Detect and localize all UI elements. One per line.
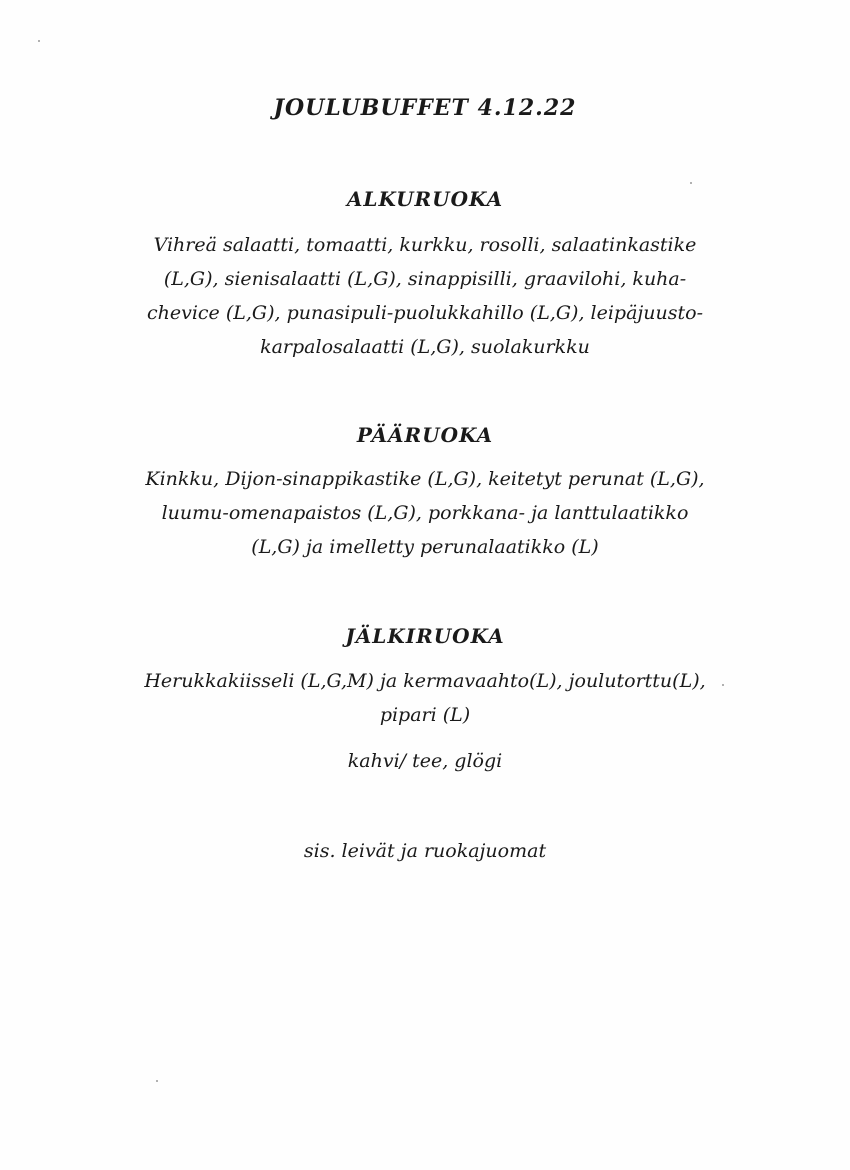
paper-speck xyxy=(156,1080,158,1082)
menu-line: Kinkku, Dijon-sinappikastike (L,G), keitetyt perunat (L,G), xyxy=(145,468,705,490)
section-body-main-course xyxy=(40,462,810,564)
included-line xyxy=(40,834,810,868)
paper-speck xyxy=(690,182,692,184)
menu-title: JOULUBUFFET 4.12.22 xyxy=(273,95,577,121)
menu-line: Herukkakiisseli (L,G,M) ja kermavaahto(L), joulutorttu(L), xyxy=(144,670,706,692)
section-heading-dessert: JÄLKIRUOKA xyxy=(345,624,505,648)
section-heading-main-course: PÄÄRUOKA xyxy=(356,423,494,447)
paper-speck xyxy=(722,684,724,686)
menu-line: (L,G), sienisalaatti (L,G), sinappisilli, graavilohi, kuha- xyxy=(163,268,687,290)
menu-line: karpalosalaatti (L,G), suolakurkku xyxy=(260,336,590,358)
drinks-line xyxy=(40,744,810,778)
menu-line: luumu-omenapaistos (L,G), porkkana- ja lanttulaatikko xyxy=(161,502,689,524)
drinks-text: kahvi/ tee, glögi xyxy=(347,750,503,772)
menu-line: (L,G) ja imelletty perunalaatikko (L) xyxy=(251,536,599,558)
menu-line: pipari (L) xyxy=(379,704,471,726)
section-heading-starters: ALKURUOKA xyxy=(346,187,504,211)
menu-line: Vihreä salaatti, tomaatti, kurkku, rosolli, salaatinkastike xyxy=(153,234,697,256)
section-body-dessert xyxy=(40,664,810,732)
menu-line: chevice (L,G), punasipuli-puolukkahillo (L,G), leipäjuusto- xyxy=(146,302,704,324)
included-text: sis. leivät ja ruokajuomat xyxy=(303,840,547,862)
paper-speck xyxy=(38,40,40,42)
section-body-starters xyxy=(40,228,810,364)
